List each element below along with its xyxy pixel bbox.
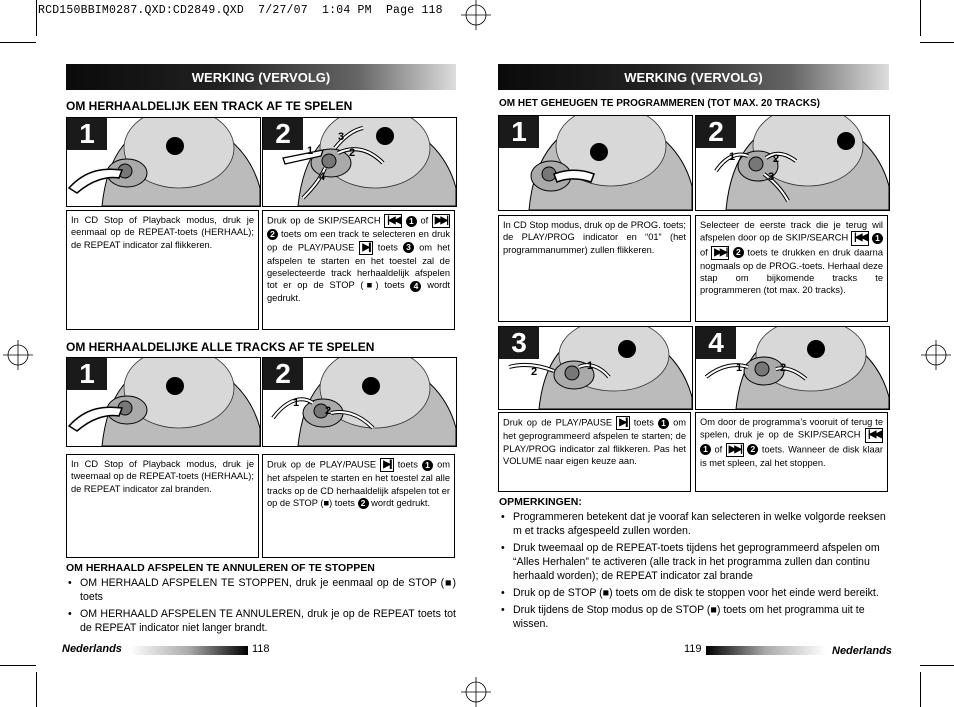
list-item: • Programmeren betekent dat je vooraf kan selecteren in welke volgorde reeksen m et tracks afgespeeld zullen worden. <box>499 510 889 538</box>
step-number: 2 <box>267 229 278 240</box>
registration-mark-left <box>3 340 33 370</box>
callout-2: 2 <box>773 153 780 165</box>
instruction-text: In CD Stop modus, druk op de PROG. toets; de PLAY/PROG indicator en “01” (het programmanummer) zullen flikkeren. <box>498 215 691 322</box>
skip-forward-icon: ▶▶| <box>726 443 744 457</box>
callout-4: 4 <box>319 171 326 183</box>
skip-forward-icon: ▶▶| <box>432 214 450 228</box>
section-title-cancel-repeat: OM HERHAALD AFSPELEN TE ANNULEREN OF TE STOPPEN <box>66 562 375 574</box>
step-number: 1 <box>872 233 883 244</box>
illustration-panel <box>695 115 890 211</box>
callout-1: 1 <box>293 397 300 409</box>
crop-mark <box>920 672 921 707</box>
illustration-panel <box>498 326 693 410</box>
callout-1: 1 <box>587 360 594 372</box>
registration-mark-right <box>921 340 951 370</box>
crop-mark <box>36 672 37 707</box>
cd-icon <box>618 340 636 358</box>
step-badge: 2 <box>696 116 736 148</box>
step-number: 1 <box>700 444 711 455</box>
illustration-panel <box>262 117 457 207</box>
cd-icon <box>166 137 184 155</box>
page-header-right: WERKING (VERVOLG) <box>498 64 889 90</box>
page-number-right: 119 <box>684 643 702 655</box>
cancel-repeat-list <box>66 576 456 638</box>
section-title-repeat-all: OM HERHAALDELIJKE ALLE TRACKS AF TE SPELEN <box>66 340 375 354</box>
skip-back-icon: |◀◀ <box>865 428 883 442</box>
step-number: 1 <box>406 216 417 227</box>
instruction-text: Druk op de PLAY/PAUSE ▶|| toets 1 om het geprogrammeerd afspelen te starten; de PLAY/PROG indicator zal flikkeren. Pas het VOLUME naar eigen keuze aan. <box>498 412 691 492</box>
step-number: 1 <box>422 460 433 471</box>
step-number: 4 <box>410 281 421 292</box>
crop-mark <box>0 42 36 43</box>
notes-title: OPMERKINGEN: <box>499 496 582 508</box>
registration-mark-top <box>461 0 491 30</box>
list-item: • Druk op de STOP (■) toets om de disk te stoppen voor het einde werd bereikt. <box>499 586 889 600</box>
step-badge: 2 <box>263 118 303 150</box>
step-badge: 1 <box>499 116 539 148</box>
crop-mark <box>36 0 37 36</box>
play-pause-icon: ▶|| <box>616 416 629 430</box>
footer-language-right: Nederlands <box>832 645 892 657</box>
skip-back-icon: |◀◀ <box>384 214 402 228</box>
crop-mark <box>0 665 36 666</box>
footer-gradient-bar <box>706 646 826 655</box>
page-header-left: WERKING (VERVOLG) <box>66 64 456 90</box>
step-badge: 1 <box>67 358 107 390</box>
instruction-text: Selecteer de eerste track die je terug wil afspelen door op de SKIP/SEARCH |◀◀ 1 of ▶▶| 2 toets te drukken en druk daarna nogmaals op de PROG.-toets. Herhaal deze stap om bijkomende tracks te programmeren (tot max. 20 tracks). <box>695 215 888 322</box>
cd-icon <box>837 132 855 150</box>
illustration-panel <box>66 357 261 447</box>
skip-forward-icon: ▶▶| <box>711 246 729 260</box>
step-badge: 1 <box>67 118 107 150</box>
crop-mark <box>920 0 921 36</box>
callout-1: 1 <box>307 145 314 157</box>
illustration-panel <box>262 357 457 447</box>
instruction-text: Druk op de PLAY/PAUSE ▶|| toets 1 om het afspelen te starten en het toestel zal alle tracks op de CD herhaaldelijk afspelen tot er op de STOP (■) toets 2 wordt gedrukt. <box>262 454 455 558</box>
cd-icon <box>590 143 608 161</box>
section-title-program: OM HET GEHEUGEN TE PROGRAMMEREN (TOT MAX. 20 TRACKS) <box>499 98 820 109</box>
cd-icon <box>376 127 394 145</box>
callout-3: 3 <box>338 131 345 143</box>
footer-gradient-bar <box>130 646 248 655</box>
callout-2: 2 <box>531 366 538 378</box>
step-badge: 4 <box>696 327 736 359</box>
registration-mark-bottom <box>461 677 491 707</box>
step-number: 2 <box>733 247 744 258</box>
section-title-repeat-one: OM HERHAALDELIJK EEN TRACK AF TE SPELEN <box>66 99 353 113</box>
cd-icon <box>166 377 184 395</box>
play-pause-icon: ▶|| <box>359 241 372 255</box>
list-item: • Druk tweemaal op de REPEAT-toets tijdens het geprogrammeerd afspelen om “Alles Herhalen” te activeren (alle track in het programma zullen dan continu herhaald worden); de REPEAT indicator zal brande <box>499 541 889 583</box>
step-badge: 2 <box>263 358 303 390</box>
illustration-panel <box>66 117 261 207</box>
notes-list <box>499 510 889 634</box>
crop-mark <box>920 42 954 43</box>
list-item: • OM HERHAALD AFSPELEN TE STOPPEN, druk je eenmaal op de STOP (■) toets <box>66 576 456 604</box>
instruction-text: Druk op de SKIP/SEARCH |◀◀ 1 of ▶▶| 2 toets om een track te selecteren en druk op de PLAY/PAUSE ▶|| toets 3 om het afspelen te starten en het toestel zal de geselecteerde track herhaaldelijk afspelen tot er op de STOP (■) toets 4 wordt gedrukt. <box>262 210 455 330</box>
instruction-text: Om door de programma’s vooruit of terug te spelen, druk je op de SKIP/SEARCH |◀◀ 1 of ▶▶| 2 toets. Wanneer de disk klaar is met spleen, zal het stoppen. <box>695 412 888 492</box>
step-number: 3 <box>403 242 414 253</box>
step-number: 2 <box>358 498 369 509</box>
crop-mark <box>920 665 954 666</box>
step-number: 2 <box>747 444 758 455</box>
instruction-text: In CD Stop of Playback modus, druk je eenmaal op de REPEAT-toets (HERHAAL); de REPEAT indicator zal flikkeren. <box>66 210 259 330</box>
callout-2: 2 <box>325 405 332 417</box>
print-slug: RCD150BBIM0287.QXD:CD2849.QXD 7/27/07 1:04 PM Page 118 <box>38 4 443 17</box>
play-pause-icon: ▶|| <box>380 458 393 472</box>
step-number: 1 <box>658 418 669 429</box>
cd-icon <box>362 377 380 395</box>
illustration-panel <box>498 115 693 211</box>
list-item: • Druk tijdens de Stop modus op de STOP (■) toets om het programma uit te wissen. <box>499 603 889 631</box>
page-number-left: 118 <box>252 643 270 655</box>
callout-3: 3 <box>768 171 775 183</box>
step-badge: 3 <box>499 327 539 359</box>
callout-2: 2 <box>780 362 787 374</box>
footer-language-left: Nederlands <box>62 643 122 655</box>
callout-1: 1 <box>736 362 743 374</box>
instruction-text: In CD Stop of Playback modus, druk je tweemaal op de REPEAT-toets (HERHAAL); de REPEAT indicator zal branden. <box>66 454 259 558</box>
cd-icon <box>807 340 825 358</box>
callout-1: 1 <box>729 151 736 163</box>
callout-2: 2 <box>349 147 356 159</box>
illustration-panel <box>695 326 890 410</box>
list-item: • OM HERHAALD AFSPELEN TE ANNULEREN, druk je op de REPEAT toets tot de REPEAT indicator niet langer brandt. <box>66 607 456 635</box>
skip-back-icon: |◀◀ <box>851 231 869 245</box>
